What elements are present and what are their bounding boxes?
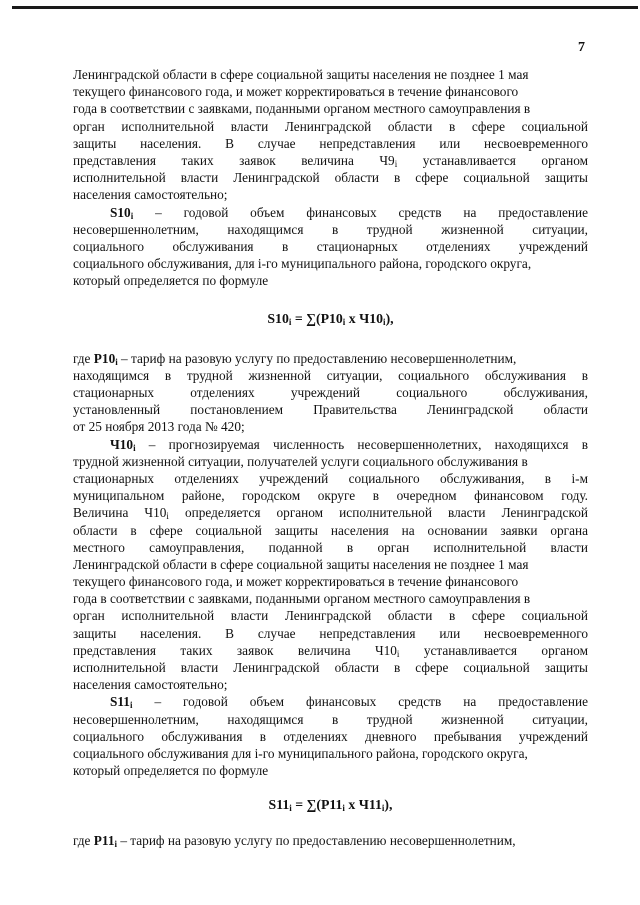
line-text: от 25 ноября 2013 года № 420; <box>73 419 245 435</box>
text-line <box>73 504 588 521</box>
text-line <box>73 152 588 169</box>
text-line <box>73 659 588 676</box>
formula-part: i <box>342 317 346 328</box>
top-border-line <box>12 6 638 9</box>
line-text: где <box>73 832 94 848</box>
text-line <box>73 135 588 152</box>
subscript: i <box>130 210 134 221</box>
text-line <box>73 470 588 487</box>
text-line <box>73 272 588 289</box>
text-line <box>73 711 588 728</box>
text-line <box>73 367 588 384</box>
text-line <box>73 642 588 659</box>
line-text-continued: – годовой объем финансовых средств на предоставление <box>133 204 588 220</box>
text-line <box>73 118 588 135</box>
line-text: несовершеннолетним, находящимся в трудной жизненной ситуации, <box>73 221 588 237</box>
line-text: орган исполнительной власти Ленинградской области в сфере социальной <box>73 608 588 624</box>
formula-part: = ∑(P10 <box>291 311 343 327</box>
line-text: несовершеннолетним, находящимся в трудной жизненной ситуации, <box>73 711 588 727</box>
text-line <box>73 607 588 624</box>
line-text: который определяется по формуле <box>73 763 269 779</box>
subscript: i <box>396 648 400 659</box>
line-text: населения самостоятельно; <box>73 187 228 203</box>
line-text: текущего финансового года, и может корректироваться в течение финансового <box>73 574 519 590</box>
subscript: i <box>394 158 398 169</box>
text-line <box>73 728 588 745</box>
line-text-continued: – тариф на разовую услугу по предоставлению несовершеннолетним, <box>117 350 517 366</box>
line-text-continued: – годовой объем финансовых средств на предоставление <box>132 694 588 710</box>
text-line <box>73 100 588 117</box>
line-text: исполнительной власти Ленинградской области в сфере социальной защиты <box>73 170 588 186</box>
text-line <box>73 487 588 504</box>
line-text: года в соответствии с заявками, поданными органом местного самоуправления в <box>73 101 531 117</box>
line-text: социального обслуживания в отделениях дневного пребывания учреждений <box>73 728 588 744</box>
line-text: находящимся в трудной жизненной ситуации, социального обслуживания в <box>73 367 588 383</box>
line-text: установленный постановлением Правительства Ленинградской области <box>73 402 588 418</box>
line-text: Ленинградской области в сфере социальной защиты населения не позднее 1 мая <box>73 67 529 82</box>
text-line <box>73 556 588 573</box>
document-body <box>73 66 588 849</box>
text-line <box>73 169 588 186</box>
subscript: i <box>166 511 169 522</box>
text-line <box>73 590 588 607</box>
text-line <box>73 693 588 710</box>
formula-part: x Ч11 <box>344 797 382 813</box>
text-line <box>73 453 588 470</box>
formula-part: i <box>381 803 385 814</box>
text-line <box>73 418 588 435</box>
text-line <box>73 83 588 100</box>
text-line <box>73 384 588 401</box>
formula2 <box>73 796 588 813</box>
line-text: социального обслуживания, для i-го муниципального района, городского округа, <box>73 256 532 272</box>
line-text: стационарных отделениях учреждений социального обслуживания, в i-м <box>73 470 588 486</box>
line-text: трудной жизненной ситуации, получателей услуги социального обслуживания в <box>73 453 528 469</box>
line-text: текущего финансового года, и может корректироваться в течение финансового <box>73 84 519 100</box>
subscript: i <box>129 700 133 711</box>
line-text: представления таких заявок величина Ч9 <box>73 152 395 168</box>
formula-part: i <box>342 803 345 814</box>
formula-part: i <box>289 803 292 814</box>
formula1 <box>73 310 588 327</box>
text-line <box>73 66 588 83</box>
text-line <box>73 676 588 693</box>
line-text: области в сфере социальной защиты населения на основании заявки органа <box>73 522 588 538</box>
line-text-continued: – прогнозируемая численность несовершеннолетних, находящихся в <box>135 436 588 452</box>
page-number: 7 <box>578 40 585 55</box>
line-text: года в соответствии с заявками, поданными органом местного самоуправления в <box>73 591 531 607</box>
subscript: i <box>114 838 117 849</box>
line-text-continued: устанавливается органом <box>399 642 588 658</box>
line-text: исполнительной власти Ленинградской области в сфере социальной защиты <box>73 660 588 675</box>
text-line <box>73 539 588 556</box>
line-text: где <box>73 350 94 366</box>
line-text: муниципальном районе, городском округе в очередном финансовом году. <box>73 488 588 504</box>
line-text: защиты населения. В случае непредставления или несвоевременного <box>73 625 588 641</box>
formula-part: i <box>288 317 292 328</box>
text-line <box>73 832 588 849</box>
term-symbol: S10 <box>110 204 131 220</box>
line-text: Величина Ч10 <box>73 505 167 521</box>
subscript: i <box>133 442 136 453</box>
line-text: орган исполнительной власти Ленинградской области в сфере социальной <box>73 118 588 134</box>
text-line <box>73 745 588 762</box>
line-text-continued: – тариф на разовую услугу по предоставлению несовершеннолетним, <box>117 832 516 848</box>
line-text-continued: устанавливается органом <box>397 152 588 168</box>
text-line <box>73 186 588 203</box>
term-symbol: S11 <box>110 694 130 710</box>
text-line <box>73 625 588 642</box>
formula-part: S10 <box>267 311 289 327</box>
text-line <box>73 522 588 539</box>
formula-part: S11 <box>268 797 290 813</box>
line-text-continued: определяется органом исполнительной власти Ленинградской <box>168 505 588 521</box>
text-line <box>73 401 588 418</box>
text-line <box>73 573 588 590</box>
line-text: социального обслуживания для i-го муниципального района, городского округа, <box>73 745 528 761</box>
text-line <box>73 762 588 779</box>
line-text: защиты населения. В случае непредставления или несвоевременного <box>73 135 588 151</box>
line-text: представления таких заявок величина Ч10 <box>73 642 397 658</box>
line-text: стационарных отделениях учреждений социального обслуживания, <box>73 385 588 400</box>
formula-part: ), <box>384 797 393 813</box>
text-line <box>73 255 588 272</box>
formula-part: x Ч10 <box>345 311 384 327</box>
subscript: i <box>115 356 118 367</box>
text-line <box>73 204 588 221</box>
term-symbol: P11 <box>93 832 115 848</box>
line-text: который определяется по формуле <box>73 273 269 289</box>
text-line <box>73 221 588 238</box>
line-text: населения самостоятельно; <box>73 677 228 693</box>
text-line <box>73 350 588 367</box>
line-text: местного самоуправления, поданной в орган исполнительной власти <box>73 539 588 555</box>
line-text: Ленинградской области в сфере социальной защиты населения не позднее 1 мая <box>73 556 529 572</box>
term-symbol: P10 <box>93 350 116 366</box>
formula-part: ), <box>385 311 394 327</box>
formula-part: i <box>383 317 386 328</box>
formula-part: = ∑(P11 <box>291 797 343 813</box>
text-line <box>73 238 588 255</box>
text-line <box>73 436 588 453</box>
line-text: социального обслуживания в стационарных отделениях учреждений <box>73 238 588 254</box>
term-symbol: Ч10 <box>110 436 134 452</box>
